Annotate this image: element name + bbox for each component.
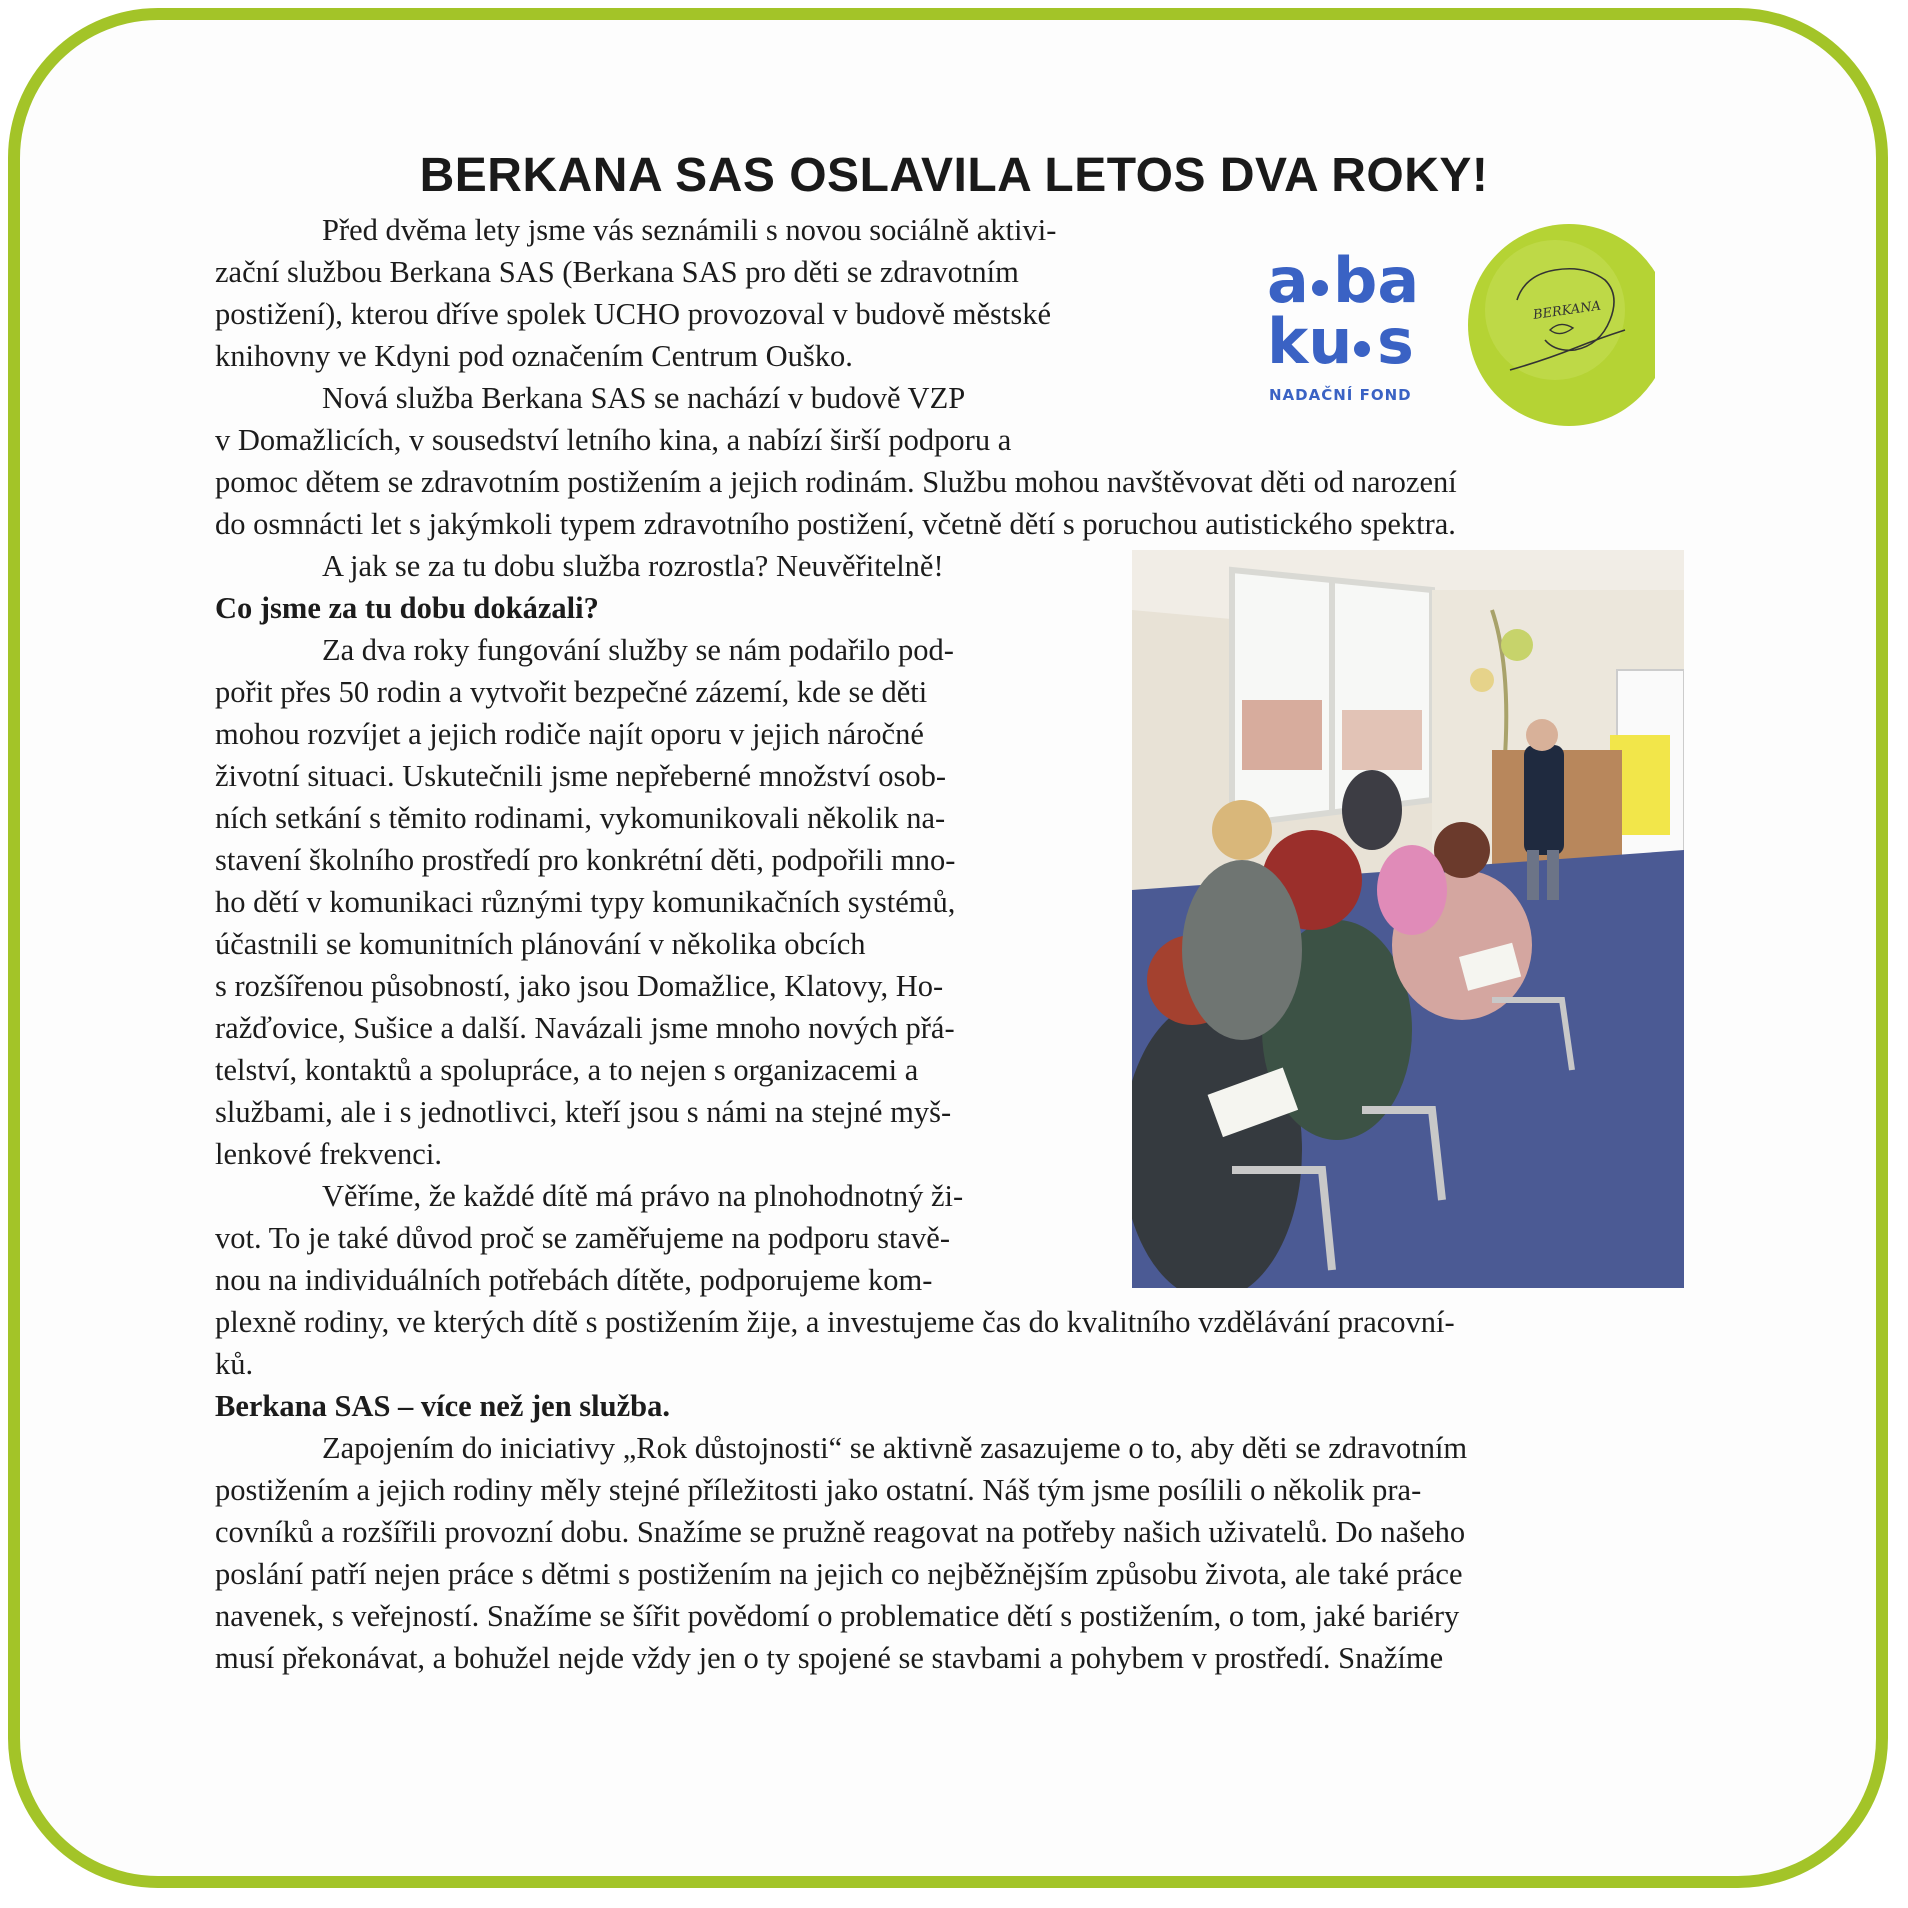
abakus-subtitle: NADAČNÍ FOND (1269, 386, 1412, 404)
text-line: ních setkání s těmito rodinami, vykomunikovali několik na- (215, 801, 946, 835)
text-line: ražďovice, Sušice a další. Navázali jsme mnoho nových přá- (215, 1011, 955, 1045)
building-outside (1342, 710, 1422, 770)
presenter-figure (1524, 745, 1564, 855)
text-line: poslání patří nejen práce s dětmi s postižením na jejich co nejběžnějším způsobu života, ale také práce (215, 1557, 1463, 1591)
presenter-head (1526, 719, 1558, 751)
text-line: musí překonávat, a bohužel nejde vždy jen o ty spojené se stavbami a pohybem v prostředí. Snažíme (215, 1641, 1444, 1675)
section-heading-2: Berkana SAS – více než jen služba. (215, 1389, 670, 1423)
text-line: zační službou Berkana SAS (Berkana SAS pro děti se zdravotním (215, 255, 1019, 289)
text-line: do osmnácti let s jakýmkoli typem zdravotního postižení, včetně dětí s poruchou autistického spektra. (215, 507, 1456, 541)
text-line: ků. (215, 1347, 254, 1381)
abakus-text-s: s (1377, 305, 1414, 378)
abakus-logo (1267, 244, 1419, 404)
text-line: lenkové frekvenci. (215, 1137, 442, 1171)
text-line: A jak se za tu dobu služba rozrostla? Neuvěřitelně! (322, 549, 944, 583)
text-line: postižením a jejich rodiny měly stejné příležitosti jako ostatní. Náš tým jsme posílili o několik pra- (215, 1473, 1422, 1507)
text-line: stavení školního prostředí pro konkrétní děti, podpořili mno- (215, 843, 956, 877)
text-line: knihovny ve Kdyni pod označením Centrum Ouško. (215, 339, 853, 373)
text-line: pomoc dětem se zdravotním postižením a jejich rodinám. Službu mohou navštěvovat děti od narození (215, 465, 1457, 499)
building-outside (1242, 700, 1322, 770)
text-line: telství, kontaktů a spolupráce, a to nejen s organizacemi a (215, 1053, 919, 1087)
audience-member (1377, 845, 1447, 935)
wall-flower-icon (1501, 629, 1533, 661)
text-line: mohou rozvíjet a jejich rodiče najít oporu v jejich náročné (215, 717, 924, 751)
logos-graphic (1255, 220, 1655, 430)
partner-logos (1255, 220, 1655, 430)
text-line: plexně rodiny, ve kterých dítě s postižením žije, a investujeme čas do kvalitního vzdělávání pracovní- (215, 1305, 1455, 1339)
text-line: účastnili se komunitních plánování v několika obcích (215, 927, 866, 961)
wall-flower-icon (1470, 668, 1494, 692)
abakus-dot-icon (1312, 280, 1328, 296)
text-line: životní situaci. Uskutečnili jsme nepřeberné množství osob- (215, 759, 946, 793)
section-heading-1: Co jsme za tu dobu dokázali? (215, 591, 599, 625)
text-line: Za dva roky fungování služby se nám podařilo pod- (322, 633, 954, 667)
text-line: pořit přes 50 rodin a vytvořit bezpečné zázemí, kde se děti (215, 675, 928, 709)
presenter-leg (1547, 850, 1559, 900)
audience-hair (1212, 800, 1272, 860)
audience-member (1342, 770, 1402, 850)
audience-member (1182, 860, 1302, 1040)
workshop-photo (1132, 550, 1684, 1288)
text-line: ho dětí v komunikaci různými typy komunikačních systémů, (215, 885, 956, 919)
workshop-photo-illustration (1132, 550, 1684, 1288)
text-line: Nová služba Berkana SAS se nachází v budově VZP (322, 381, 966, 415)
text-line: Zapojením do iniciativy „Rok důstojnosti“ se aktivně zasazujeme o to, aby děti se zdravotním (322, 1431, 1468, 1465)
text-line: v Domažlicích, v sousedství letního kina, a nabízí širší podporu a (215, 423, 1012, 457)
paragraph-3 (215, 545, 944, 587)
text-line: nou na individuálních potřebách dítěte, podporujeme kom- (215, 1263, 933, 1297)
text-line: Před dvěma lety jsme vás seznámili s novou sociálně aktivi- (322, 213, 1057, 247)
article-title: BERKANA SAS OSLAVILA LETOS DVA ROKY! (419, 149, 1489, 202)
text-line: covníků a rozšířili provozní dobu. Snažíme se pružně reagovat na potřeby našich uživatelů. Do našeho (215, 1515, 1466, 1549)
abakus-text-ba: ba (1333, 244, 1420, 317)
berkana-logo-text: BERKANA (1532, 298, 1602, 323)
text-line: navenek, s veřejností. Snažíme se šířit povědomí o problematice dětí s postižením, o tom, jaké bariéry (215, 1599, 1460, 1633)
presenter-leg (1527, 850, 1539, 900)
text-line: vot. To je také důvod proč se zaměřujeme na podporu stavě- (215, 1221, 950, 1255)
text-line: s rozšířenou působností, jako jsou Domažlice, Klatovy, Ho- (215, 969, 944, 1003)
berkana-logo (1468, 224, 1655, 426)
text-line: Věříme, že každé dítě má právo na plnohodnotný ži- (322, 1179, 964, 1213)
abakus-text-a: a (1267, 244, 1309, 317)
abakus-text-ku: ku (1267, 305, 1353, 378)
text-line: postižení), kterou dříve spolek UCHO provozoval v budově městské (215, 297, 1052, 331)
text-line: službami, ale i s jednotlivci, kteří jsou s námi na stejné myš- (215, 1095, 952, 1129)
abakus-dot-icon (1354, 341, 1370, 357)
